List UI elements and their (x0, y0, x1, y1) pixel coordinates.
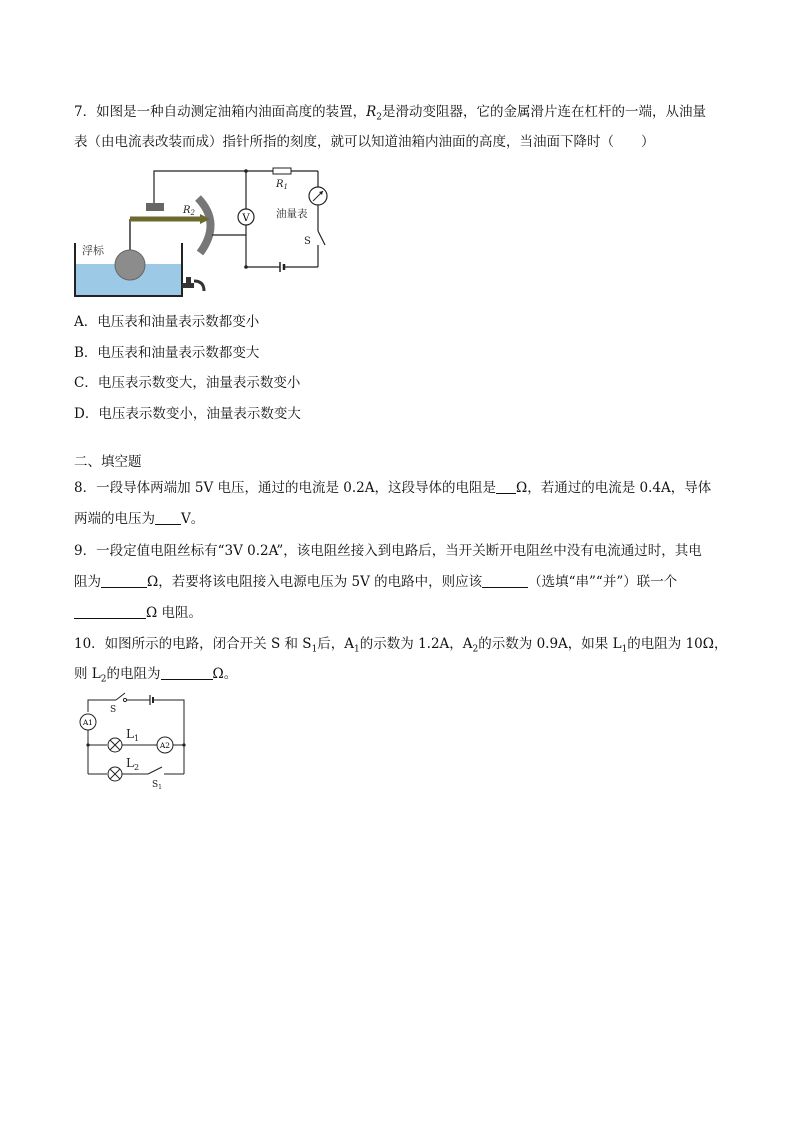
q7-line-1: 7．如图是一种自动测定油箱内油面高度的装置，$R_2$是滑动变阻器，它的金属滑片连在杠杆的一端，从油量 (74, 104, 706, 123)
svg-text:A1: A1 (82, 718, 94, 727)
q7-option-a: A．电压表和油量表示数都变小 (74, 314, 260, 330)
q7-option-c: C．电压表示数变大，油量表示数变小 (74, 375, 301, 391)
oil-gauge-label: 油量表 (276, 208, 308, 220)
q9-blank-3[interactable] (74, 604, 146, 619)
q7-option-b: B．电压表和油量表示数都变大 (74, 345, 260, 361)
q10-line-2: 则 $L_2$的电阻为 Ω。 (74, 666, 238, 685)
q7-option-d: D．电压表示数变小，油量表示数变大 (74, 406, 301, 422)
r1-resistor (273, 168, 291, 174)
q9-blank-2[interactable] (482, 573, 528, 588)
switch-s1-label: $S_1$ (152, 780, 162, 790)
q7-line-2: 表（由电流表改装而成）指针所指的刻度，就可以知道油箱内油面的高度，当油面下降时（ ） (74, 134, 655, 150)
q9-blank-1[interactable] (101, 573, 147, 588)
q9-line-1: 9．一段定值电阻丝标有“3V 0.2A”，该电阻丝接入到电路后，当开关断开电阻丝中没有电流通过时，其电 (74, 543, 702, 559)
q9-line-2: 阻为 Ω，若要将该电阻接入电源电压为 5V 的电路中，则应该 （选填“串”“并”）联一个 (74, 574, 678, 590)
section-title-fill-blank: 二、填空题 (74, 454, 142, 470)
oil-gauge-circuit-figure (70, 165, 330, 305)
q9-line-3: Ω 电阻。 (74, 603, 202, 623)
r2-label: $R_2$ (183, 205, 195, 217)
float-ball (115, 250, 145, 280)
switch-s-label-2: S (110, 705, 117, 715)
lamp-l1-label: $L_1$ (126, 727, 140, 743)
r1-label: $R_1$ (276, 179, 288, 191)
q8-line-2: 两端的电压为 V。 (74, 511, 205, 527)
q10-blank-1[interactable] (161, 665, 213, 680)
q8-blank-2[interactable] (155, 510, 181, 525)
svg-text:A2: A2 (159, 741, 171, 750)
q8-line-1: 8．一段导体两端加 5V 电压，通过的电流是 0.2A，这段导体的电阻是 Ω，若通过的电流是 0.4A，导体 (74, 480, 712, 496)
q10-line-1: 10．如图所示的电路，闭合开关 S 和 $S_1$后，$A_1$的示数为 1.2A，$A_2$的示数为 0.9A，如果 $L_1$的电阻为 10Ω， (74, 636, 728, 655)
lamp-l2-label: $L_2$ (126, 756, 140, 772)
tank-tap (182, 283, 194, 288)
r2-resistor-arc (198, 198, 211, 253)
lever-pivot (146, 203, 164, 211)
parallel-circuit-figure (76, 690, 196, 790)
switch-s-label: S (304, 236, 311, 247)
switch-s1-symbol (148, 767, 162, 774)
q8-blank-1[interactable] (496, 479, 516, 494)
svg-text:V: V (242, 213, 250, 224)
float-label: 浮标 (82, 244, 104, 257)
switch-s (318, 231, 325, 245)
